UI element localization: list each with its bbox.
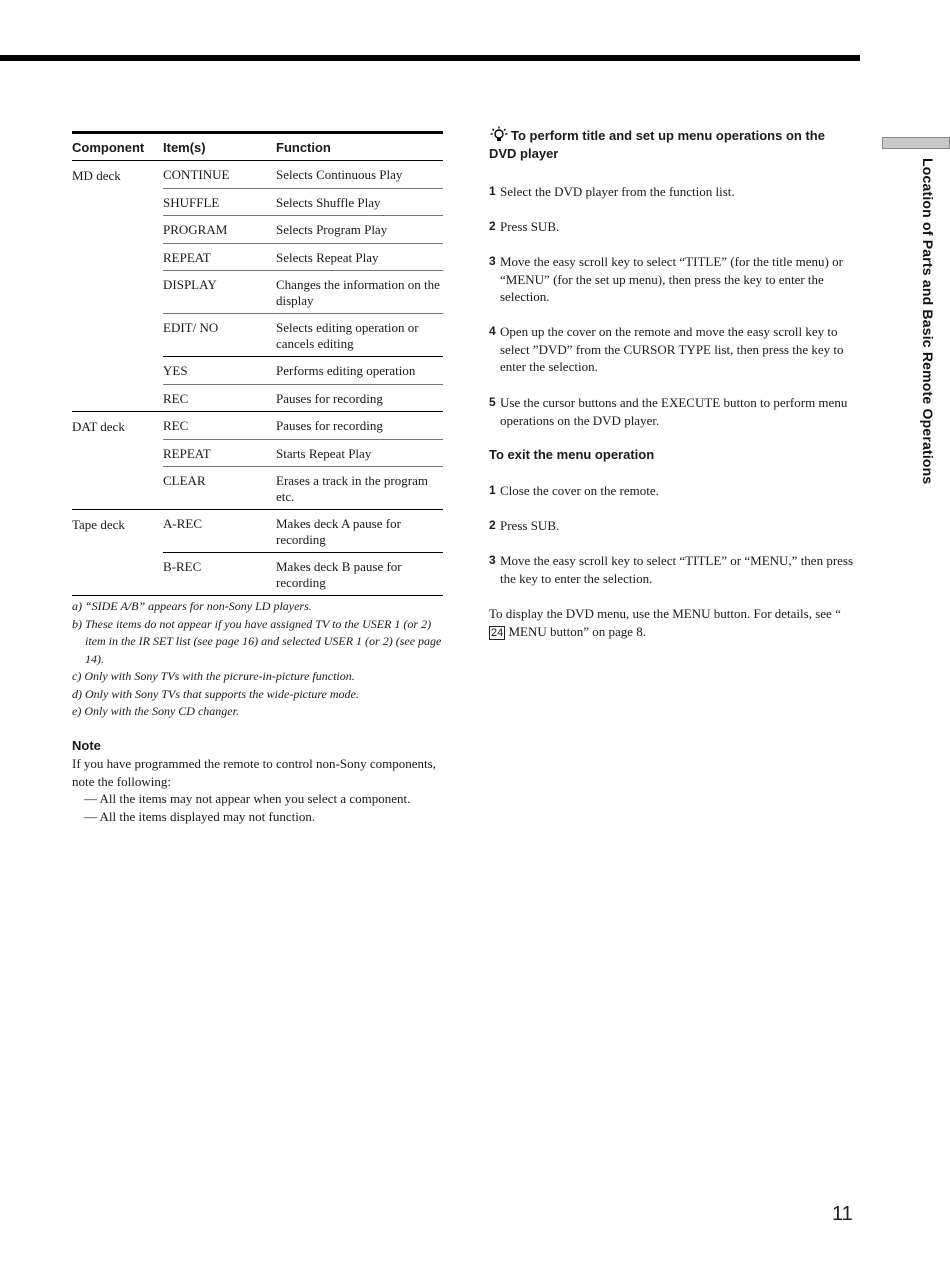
step-number: 4	[489, 324, 496, 338]
step-number: 1	[489, 184, 496, 198]
table-row	[163, 467, 443, 509]
table-row	[163, 357, 443, 385]
function-cell: Selects Continuous Play	[276, 167, 403, 182]
lightbulb-icon	[489, 126, 509, 142]
table-row	[163, 440, 443, 468]
step-text: Press SUB.	[500, 518, 560, 533]
closing-text: To display the DVD menu, use the MENU button. For details, see “	[489, 606, 841, 621]
step-text: Move the easy scroll key to select “TITLE” (for the title menu) or “MENU” (for the set up menu), then press the key to enter the selection.	[500, 254, 843, 304]
note-item: — All the items may not appear when you select a component.	[84, 791, 411, 806]
step-text: Move the easy scroll key to select “TITLE” or “MENU,” then press the key to enter the selection.	[500, 553, 854, 586]
item-cell: EDIT/ NO	[163, 320, 219, 335]
step-text: Press SUB.	[500, 219, 560, 234]
table-row	[163, 385, 443, 412]
component-name: MD deck	[72, 168, 121, 183]
function-cell: Selects Shuffle Play	[276, 194, 381, 210]
note-item: — All the items displayed may not function.	[84, 808, 316, 824]
note-heading: Note	[72, 738, 101, 753]
tip-step	[489, 323, 854, 376]
function-cell: Selects Repeat Play	[276, 249, 379, 265]
component-name: DAT deck	[72, 419, 125, 434]
step-number: 5	[489, 395, 496, 409]
tip-heading	[489, 126, 849, 163]
table-row	[163, 189, 443, 217]
item-cell: CONTINUE	[163, 167, 230, 182]
table-group-dat-deck	[72, 412, 443, 510]
footnote: c) Only with Sony TVs with the picrure-in-picture function.	[72, 669, 355, 683]
exit-step	[489, 552, 854, 587]
button-number-box: 24	[491, 626, 504, 639]
table-header	[72, 131, 443, 161]
function-cell: Selects Program Play	[276, 222, 388, 237]
table-row	[163, 161, 443, 189]
step-text: Close the cover on the remote.	[500, 483, 659, 498]
step-number: 3	[489, 254, 496, 268]
step-number: 2	[489, 219, 496, 233]
footnote: e) Only with the Sony CD changer.	[72, 704, 239, 718]
step-number: 2	[489, 518, 496, 532]
section-tab	[882, 137, 950, 149]
function-cell: Changes the information on the display	[276, 277, 440, 308]
closing-text: MENU button” on page 8.	[505, 623, 647, 639]
component-table	[72, 131, 443, 596]
table-group-tape-deck	[72, 510, 443, 596]
function-cell: Starts Repeat Play	[276, 445, 372, 461]
function-cell: Pauses for recording	[276, 390, 383, 406]
item-cell: DISPLAY	[163, 277, 217, 292]
item-cell: A-REC	[163, 516, 202, 531]
tip-step	[489, 218, 854, 236]
function-cell: Selects editing operation or cancels editing	[276, 320, 419, 351]
tip-step	[489, 394, 854, 429]
item-cell: REPEAT	[163, 249, 211, 265]
step-text: Select the DVD player from the function list.	[500, 184, 735, 199]
function-cell: Makes deck A pause for recording	[276, 516, 401, 547]
header-function: Function	[276, 139, 331, 155]
header-items: Item(s)	[163, 139, 206, 155]
table-row	[163, 510, 443, 553]
function-cell: Pauses for recording	[276, 418, 383, 433]
step-number: 3	[489, 553, 496, 567]
top-rule	[0, 55, 860, 61]
tip-step	[489, 253, 854, 306]
footnotes	[72, 598, 452, 721]
item-cell: PROGRAM	[163, 222, 228, 237]
table-row	[163, 412, 443, 440]
exit-step	[489, 517, 854, 535]
closing-paragraph	[489, 605, 854, 640]
side-section-title: Location of Parts and Basic Remote Operations	[920, 158, 936, 485]
item-cell: REPEAT	[163, 445, 211, 461]
table-row	[163, 271, 443, 314]
table-row	[163, 244, 443, 272]
function-cell: Makes deck B pause for recording	[276, 559, 402, 590]
component-name: Tape deck	[72, 517, 125, 532]
note-intro: If you have programmed the remote to control non-Sony components, note the following:	[72, 756, 436, 789]
exit-heading: To exit the menu operation	[489, 447, 655, 462]
page-number: 11	[832, 1203, 853, 1225]
footnote: a) “SIDE A/B” appears for non-Sony LD players.	[72, 599, 312, 613]
note-body	[72, 755, 452, 825]
tip-step	[489, 183, 854, 201]
header-component: Component	[72, 139, 145, 155]
table-row	[163, 314, 443, 357]
item-cell: SHUFFLE	[163, 194, 220, 210]
item-cell: B-REC	[163, 559, 202, 574]
table-row	[163, 553, 443, 595]
tip-heading-text: To perform title and set up menu operations on the DVD player	[489, 128, 825, 161]
footnote: d) Only with Sony TVs that supports the wide-picture mode.	[72, 686, 359, 701]
step-text: Open up the cover on the remote and move the easy scroll key to select ”DVD” from the CURSOR TYPE list, then press the key to enter the selection.	[500, 324, 844, 374]
table-row	[163, 216, 443, 244]
table-group-md-deck	[72, 161, 443, 412]
item-cell: YES	[163, 363, 188, 378]
exit-step	[489, 482, 854, 500]
footnote: b) These items do not appear if you have assigned TV to the USER 1 (or 2) item in the IR SET list (see page 16) and selected USER 1 (or 2) (see page 14).	[72, 616, 442, 666]
step-text: Use the cursor buttons and the EXECUTE button to perform menu operations on the DVD player.	[500, 395, 848, 428]
item-cell: CLEAR	[163, 473, 206, 488]
item-cell: REC	[163, 418, 189, 433]
item-cell: REC	[163, 390, 189, 406]
function-cell: Performs editing operation	[276, 363, 416, 378]
function-cell: Erases a track in the program etc.	[276, 473, 428, 504]
step-number: 1	[489, 483, 496, 497]
